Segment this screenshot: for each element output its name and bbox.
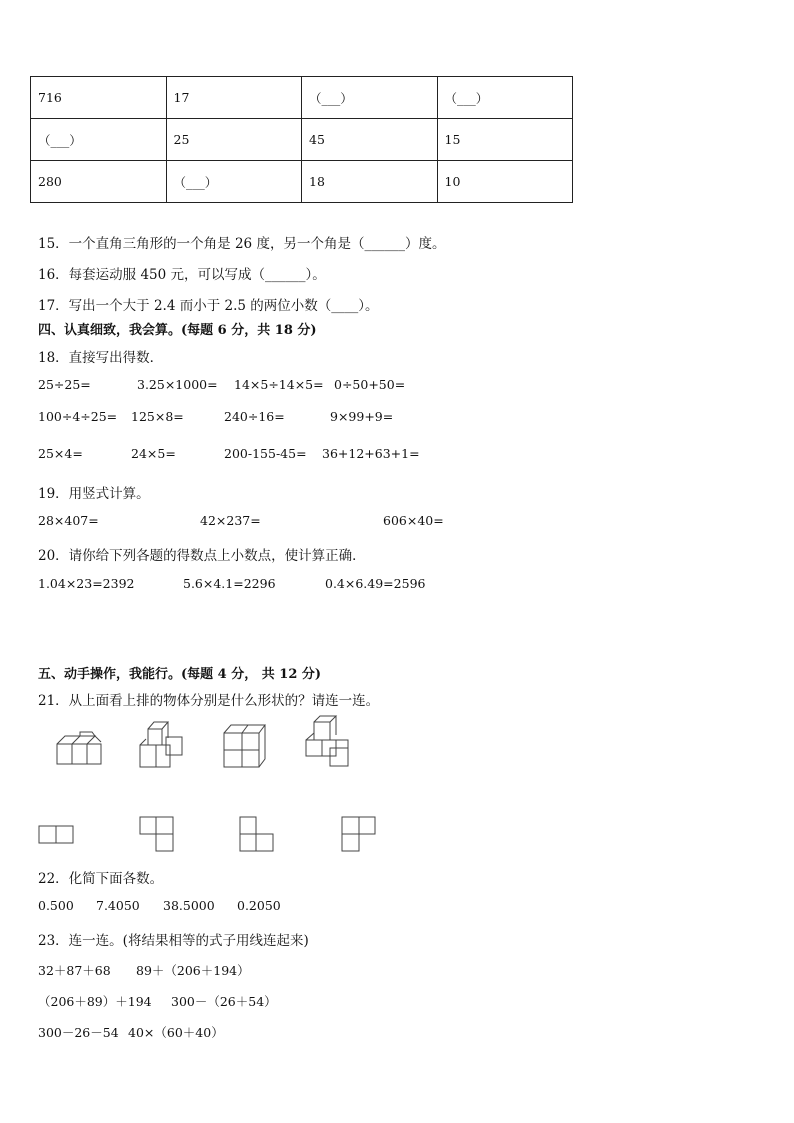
calc-item: 24×5=	[131, 446, 176, 461]
calc-item: 36+12+63+1=	[322, 446, 420, 461]
top-view-shape-3	[238, 815, 278, 855]
decimal-item: 5.6×4.1=2296	[183, 576, 276, 591]
table-cell: （___）	[437, 77, 573, 119]
calc-item: 14×5÷14×5=	[234, 377, 324, 392]
vertical-calc-item: 28×407=	[38, 513, 99, 528]
table-cell: （___）	[166, 161, 302, 203]
calc-item: 0÷50+50=	[334, 377, 406, 392]
table-cell: 15	[437, 119, 573, 161]
question-20-title: 20．请你给下列各题的得数点上小数点，使计算正确．	[38, 548, 366, 564]
table-cell: （___）	[302, 77, 438, 119]
vertical-calc-item: 42×237=	[200, 513, 261, 528]
question-16: 16．每套运动服 450 元，可以写成（______）。	[38, 267, 326, 283]
vertical-calc-item: 606×40=	[383, 513, 444, 528]
match-expr-left: 300－26－54	[38, 1025, 119, 1040]
top-view-shape-4	[340, 815, 380, 855]
number-item: 38.5000	[163, 898, 215, 913]
calc-item: 100÷4÷25=	[38, 409, 118, 424]
question-23-title: 23．连一连。(将结果相等的式子用线连起来)	[38, 933, 309, 949]
section-4-heading: 四、认真细致，我会算。(每题 6 分，共 18 分)	[38, 323, 317, 338]
question-21-title: 21．从上面看上排的物体分别是什么形状的？请连一连。	[38, 693, 380, 709]
question-15: 15．一个直角三角形的一个角是 26 度，另一个角是（______）度。	[38, 236, 446, 252]
decimal-item: 1.04×23=2392	[38, 576, 135, 591]
top-view-shape-1	[38, 824, 78, 848]
table-cell: 10	[437, 161, 573, 203]
calc-item: 240÷16=	[224, 409, 285, 424]
table-cell: （___）	[31, 119, 167, 161]
number-item: 0.2050	[237, 898, 281, 913]
number-item: 7.4050	[96, 898, 140, 913]
table-cell: 18	[302, 161, 438, 203]
table-cell: 280	[31, 161, 167, 203]
cube-stack-figure-4	[300, 715, 356, 769]
cube-stack-figure-1	[56, 728, 106, 768]
calc-item: 200-155-45=	[224, 446, 307, 461]
table-cell: 45	[302, 119, 438, 161]
calc-item: 25×4=	[38, 446, 83, 461]
top-view-shape-2	[138, 815, 178, 855]
decimal-item: 0.4×6.49=2596	[325, 576, 426, 591]
section-5-heading: 五、动手操作，我能行。(每题 4 分， 共 12 分)	[38, 667, 322, 682]
table-cell: 25	[166, 119, 302, 161]
cube-stack-figure-2	[136, 720, 188, 770]
calc-item: 125×8=	[131, 409, 184, 424]
match-expr-left: 32＋87＋68	[38, 963, 111, 978]
table-row	[31, 77, 573, 119]
cube-stack-figure-3	[221, 721, 267, 769]
number-item: 0.500	[38, 898, 74, 913]
table-cell: 17	[166, 77, 302, 119]
question-22-title: 22．化简下面各数。	[38, 871, 164, 887]
table-row	[31, 161, 573, 203]
match-expr-right: 300－（26＋54）	[171, 994, 277, 1009]
calc-item: 3.25×1000=	[137, 377, 218, 392]
question-17: 17．写出一个大于 2.4 而小于 2.5 的两位小数（____）。	[38, 298, 379, 314]
answer-table	[30, 76, 573, 203]
calc-item: 25÷25=	[38, 377, 91, 392]
match-expr-right: 89＋（206＋194）	[136, 963, 250, 978]
calc-item: 9×99+9=	[330, 409, 394, 424]
match-expr-right: 40×（60＋40）	[128, 1025, 224, 1040]
question-18-title: 18．直接写出得数．	[38, 350, 164, 366]
table-row	[31, 119, 573, 161]
question-19-title: 19．用竖式计算。	[38, 486, 150, 502]
table-cell: 716	[31, 77, 167, 119]
match-expr-left: （206＋89）＋194	[38, 994, 152, 1009]
